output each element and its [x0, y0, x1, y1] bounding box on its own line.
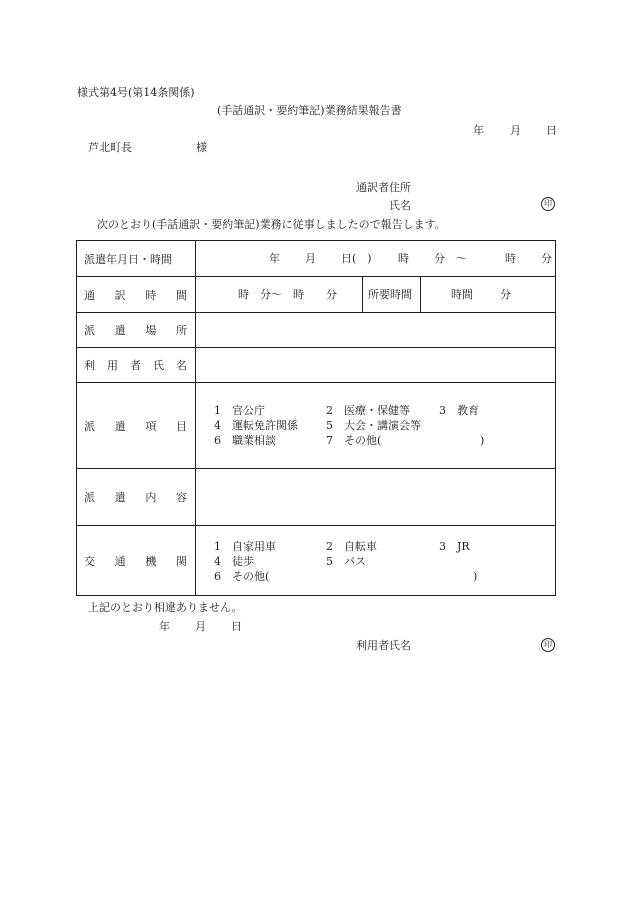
field-dispatch-items[interactable]: 1 官公庁 2 医療・保健等 3 教育 4 運転免許関係 5 大会・講演会等 6 職業相談 7 その他( ) [196, 383, 556, 469]
label-dispatch-content: 派 遣 内 容 [77, 469, 196, 526]
option-item[interactable]: 5 バス [326, 555, 366, 568]
option-item[interactable]: 6 職業相談 [214, 434, 276, 447]
date-month-label: 月 [510, 124, 521, 137]
option-item[interactable]: 1 官公庁 [214, 404, 265, 417]
footer-date-day-label: 日 [231, 620, 242, 633]
row-transport [77, 526, 556, 596]
footer-date-year-label: 年 [159, 620, 170, 633]
interpreter-seal-icon: 印 [541, 197, 555, 211]
option-item[interactable]: 4 徒歩 [214, 555, 254, 568]
option-item[interactable]: 5 大会・講演会等 [326, 419, 421, 432]
option-item[interactable]: 2 医療・保健等 [326, 404, 410, 417]
option-item[interactable]: 1 自家用車 [214, 540, 276, 553]
row-interpret-time [77, 277, 556, 313]
footer-date-month-label: 月 [195, 620, 206, 633]
row-dispatch-content [77, 469, 556, 526]
row-place [77, 313, 556, 348]
date-day-label: 日 [546, 124, 557, 137]
label-user-name: 利 用 者 氏 名 [77, 348, 196, 383]
row-user-name [77, 348, 556, 383]
user-name-label: 利用者氏名 [356, 639, 411, 652]
option-item[interactable]: 3 教育 [439, 404, 479, 417]
row-dispatch-items [77, 383, 556, 469]
field-dispatch-datetime[interactable]: 年 月 日( ) 時 分 〜 時 分 [196, 241, 556, 277]
intro-text: 次のとおり(手話通訳・要約筆記)業務に従事しましたので報告します。 [97, 218, 446, 231]
label-transport: 交 通 機 関 [77, 526, 196, 596]
field-dispatch-content[interactable] [196, 469, 556, 526]
field-interpret-time[interactable]: 時 分〜 時 分 所要時間 時間 分 [196, 277, 556, 313]
form-number: 様式第4号(第14条関係) [77, 86, 195, 99]
option-item[interactable]: 3 JR [439, 540, 470, 553]
label-place: 派 遣 場 所 [77, 313, 196, 348]
date-year-label: 年 [473, 124, 484, 137]
addressee-honorific: 様 [196, 141, 207, 154]
row-dispatch-datetime [77, 241, 556, 277]
field-transport[interactable]: 1 自家用車 2 自転車 3 JR 4 徒歩 5 バス 6 その他( ) [196, 526, 556, 596]
addressee: 芦北町長 [88, 141, 132, 154]
user-seal-icon: 印 [541, 638, 555, 652]
field-user-name[interactable] [196, 348, 556, 383]
option-item[interactable]: 6 その他( [214, 570, 270, 583]
page-title: (手話通訳・要約筆記)業務結果報告書 [217, 104, 402, 117]
interpreter-address-label: 通訳者住所 [356, 181, 411, 194]
report-form-table [76, 240, 556, 596]
label-dispatch-datetime: 派遣年月日・時間 [77, 241, 196, 277]
label-dispatch-items: 派 遣 項 目 [77, 383, 196, 469]
option-item[interactable]: 2 自転車 [326, 540, 377, 553]
label-interpret-time: 通 訳 時 間 [77, 277, 196, 313]
option-item[interactable]: 4 運転免許関係 [214, 419, 298, 432]
required-time-label: 所要時間 [368, 288, 412, 301]
interpreter-name-label: 氏名 [389, 199, 411, 212]
field-place[interactable] [196, 313, 556, 348]
option-item[interactable]: 7 その他( [326, 434, 382, 447]
confirmation-text: 上記のとおり相違ありません。 [88, 601, 243, 614]
